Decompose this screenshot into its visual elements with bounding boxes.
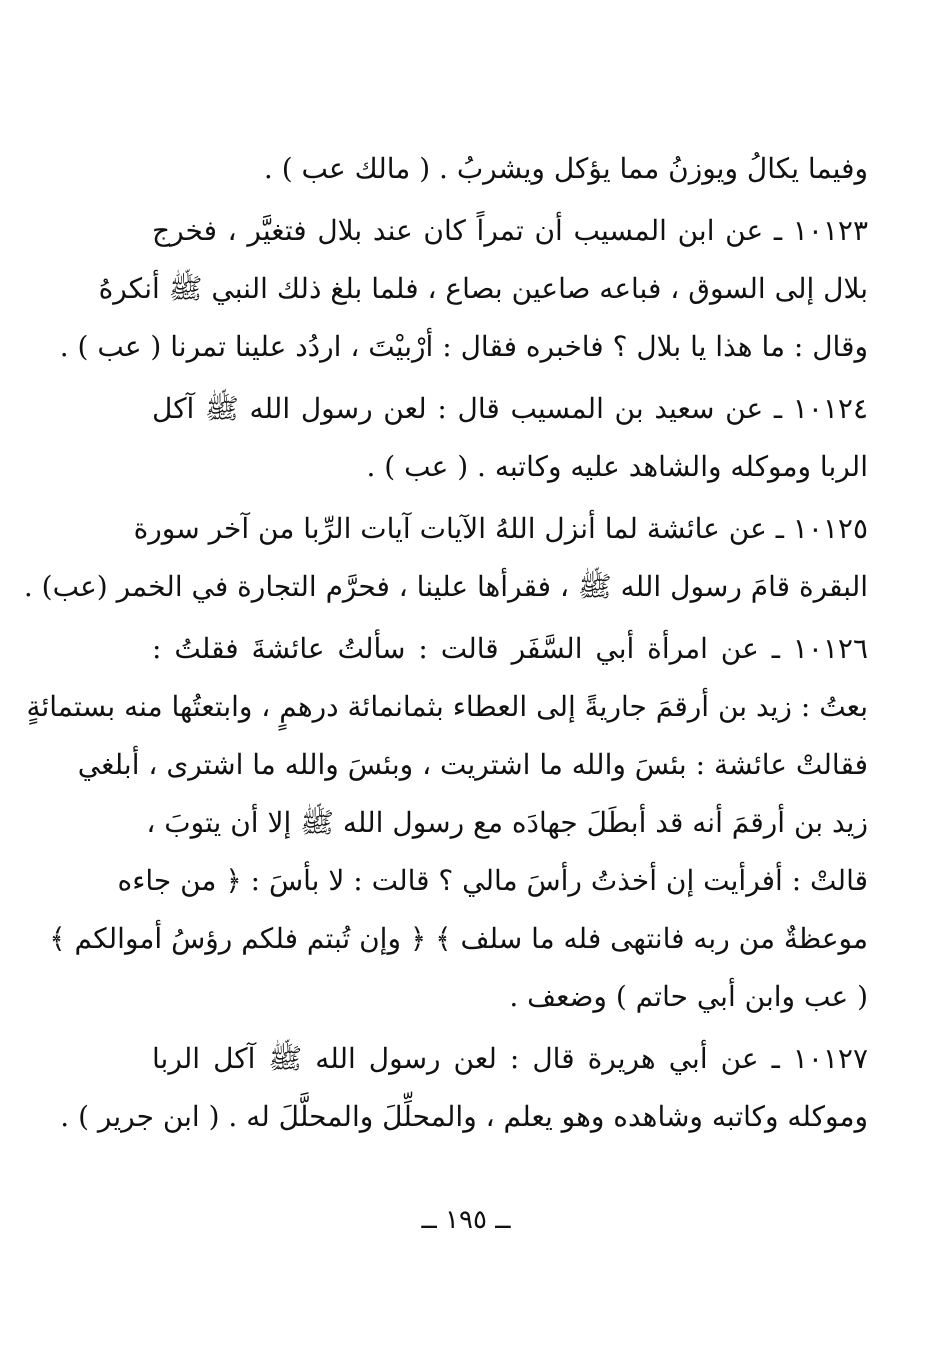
hadith-10125-line: ١٠١٢٥ ـ عن عائشة لما أنزل اللهُ الآيات آيات الرِّبا من آخر سورة — [133, 512, 868, 545]
text-line: الربا وموكله والشاهد عليه وكاتبه . ( عب ) . — [366, 450, 868, 483]
text-line: وموكله وكاتبه وشاهده وهو يعلم ، والمحلِّلَ والمحلَّلَ له . ( ابن جرير ) . — [60, 1100, 868, 1133]
text-line: فقالتْ عائشة : بئسَ والله ما اشتريت ، وبئسَ والله ما اشترى ، أبلغي — [77, 748, 868, 781]
text-line: وقال : ما هذا يا بلال ؟ فاخبره فقال : أرْبيْتَ ، اردُد علينا تمرنا ( عب ) . — [59, 330, 868, 363]
text-line: ( عب وابن أبي حاتم ) وضعف . — [509, 980, 868, 1013]
text-line: زيد بن أرقمَ أنه قد أبطَلَ جهادَه مع رسول الله ﷺ إلا أن يتوبَ ، — [146, 806, 868, 839]
text-line: بلال إلى السوق ، فباعه صاعين بصاع ، فلما بلغ ذلك النبي ﷺ أنكرهُ — [98, 272, 868, 305]
text-line: موعظةٌ من ربه فانتهى فله ما سلف ﴾ ﴿ وإن تُبتم فلكم رؤسُ أموالكم ﴾ — [49, 922, 868, 955]
hadith-10124-line: ١٠١٢٤ ـ عن سعيد بن المسيب قال : لعن رسول الله ﷺ آكل — [152, 392, 868, 425]
text-line: وفيما يكالُ ويوزنُ مما يؤكل ويشربُ . ( مالك عب ) . — [263, 152, 868, 185]
page-number: ــ ١٩٥ ــ — [421, 1205, 511, 1235]
hadith-text-block — [23, 140, 868, 1146]
hadith-10127-line: ١٠١٢٧ ـ عن أبي هريرة قال : لعن رسول الله ﷺ آكل الربا — [152, 1042, 868, 1075]
hadith-10123-line: ١٠١٢٣ ـ عن ابن المسيب أن تمراً كان عند بلال فتغيَّر ، فخرج — [152, 214, 868, 247]
text-line: البقرة قامَ رسول الله ﷺ ، فقرأها علينا ، فحرَّم التجارة في الخمر (عب) . — [23, 570, 868, 603]
hadith-10126-line: ١٠١٢٦ ـ عن امرأة أبي السَّفَر قالت : سألتُ عائشةَ فقلتُ : — [152, 632, 868, 665]
text-line: قالتْ : أفرأيت إن أخذتُ رأسَ مالي ؟ قالت : لا بأسَ : ﴿ من جاءه — [117, 864, 868, 897]
text-line: بعتُ : زيد بن أرقمَ جاريةً إلى العطاء بثمانمائة درهمٍ ، وابتعتُها منه بستمائةٍ — [26, 690, 868, 723]
